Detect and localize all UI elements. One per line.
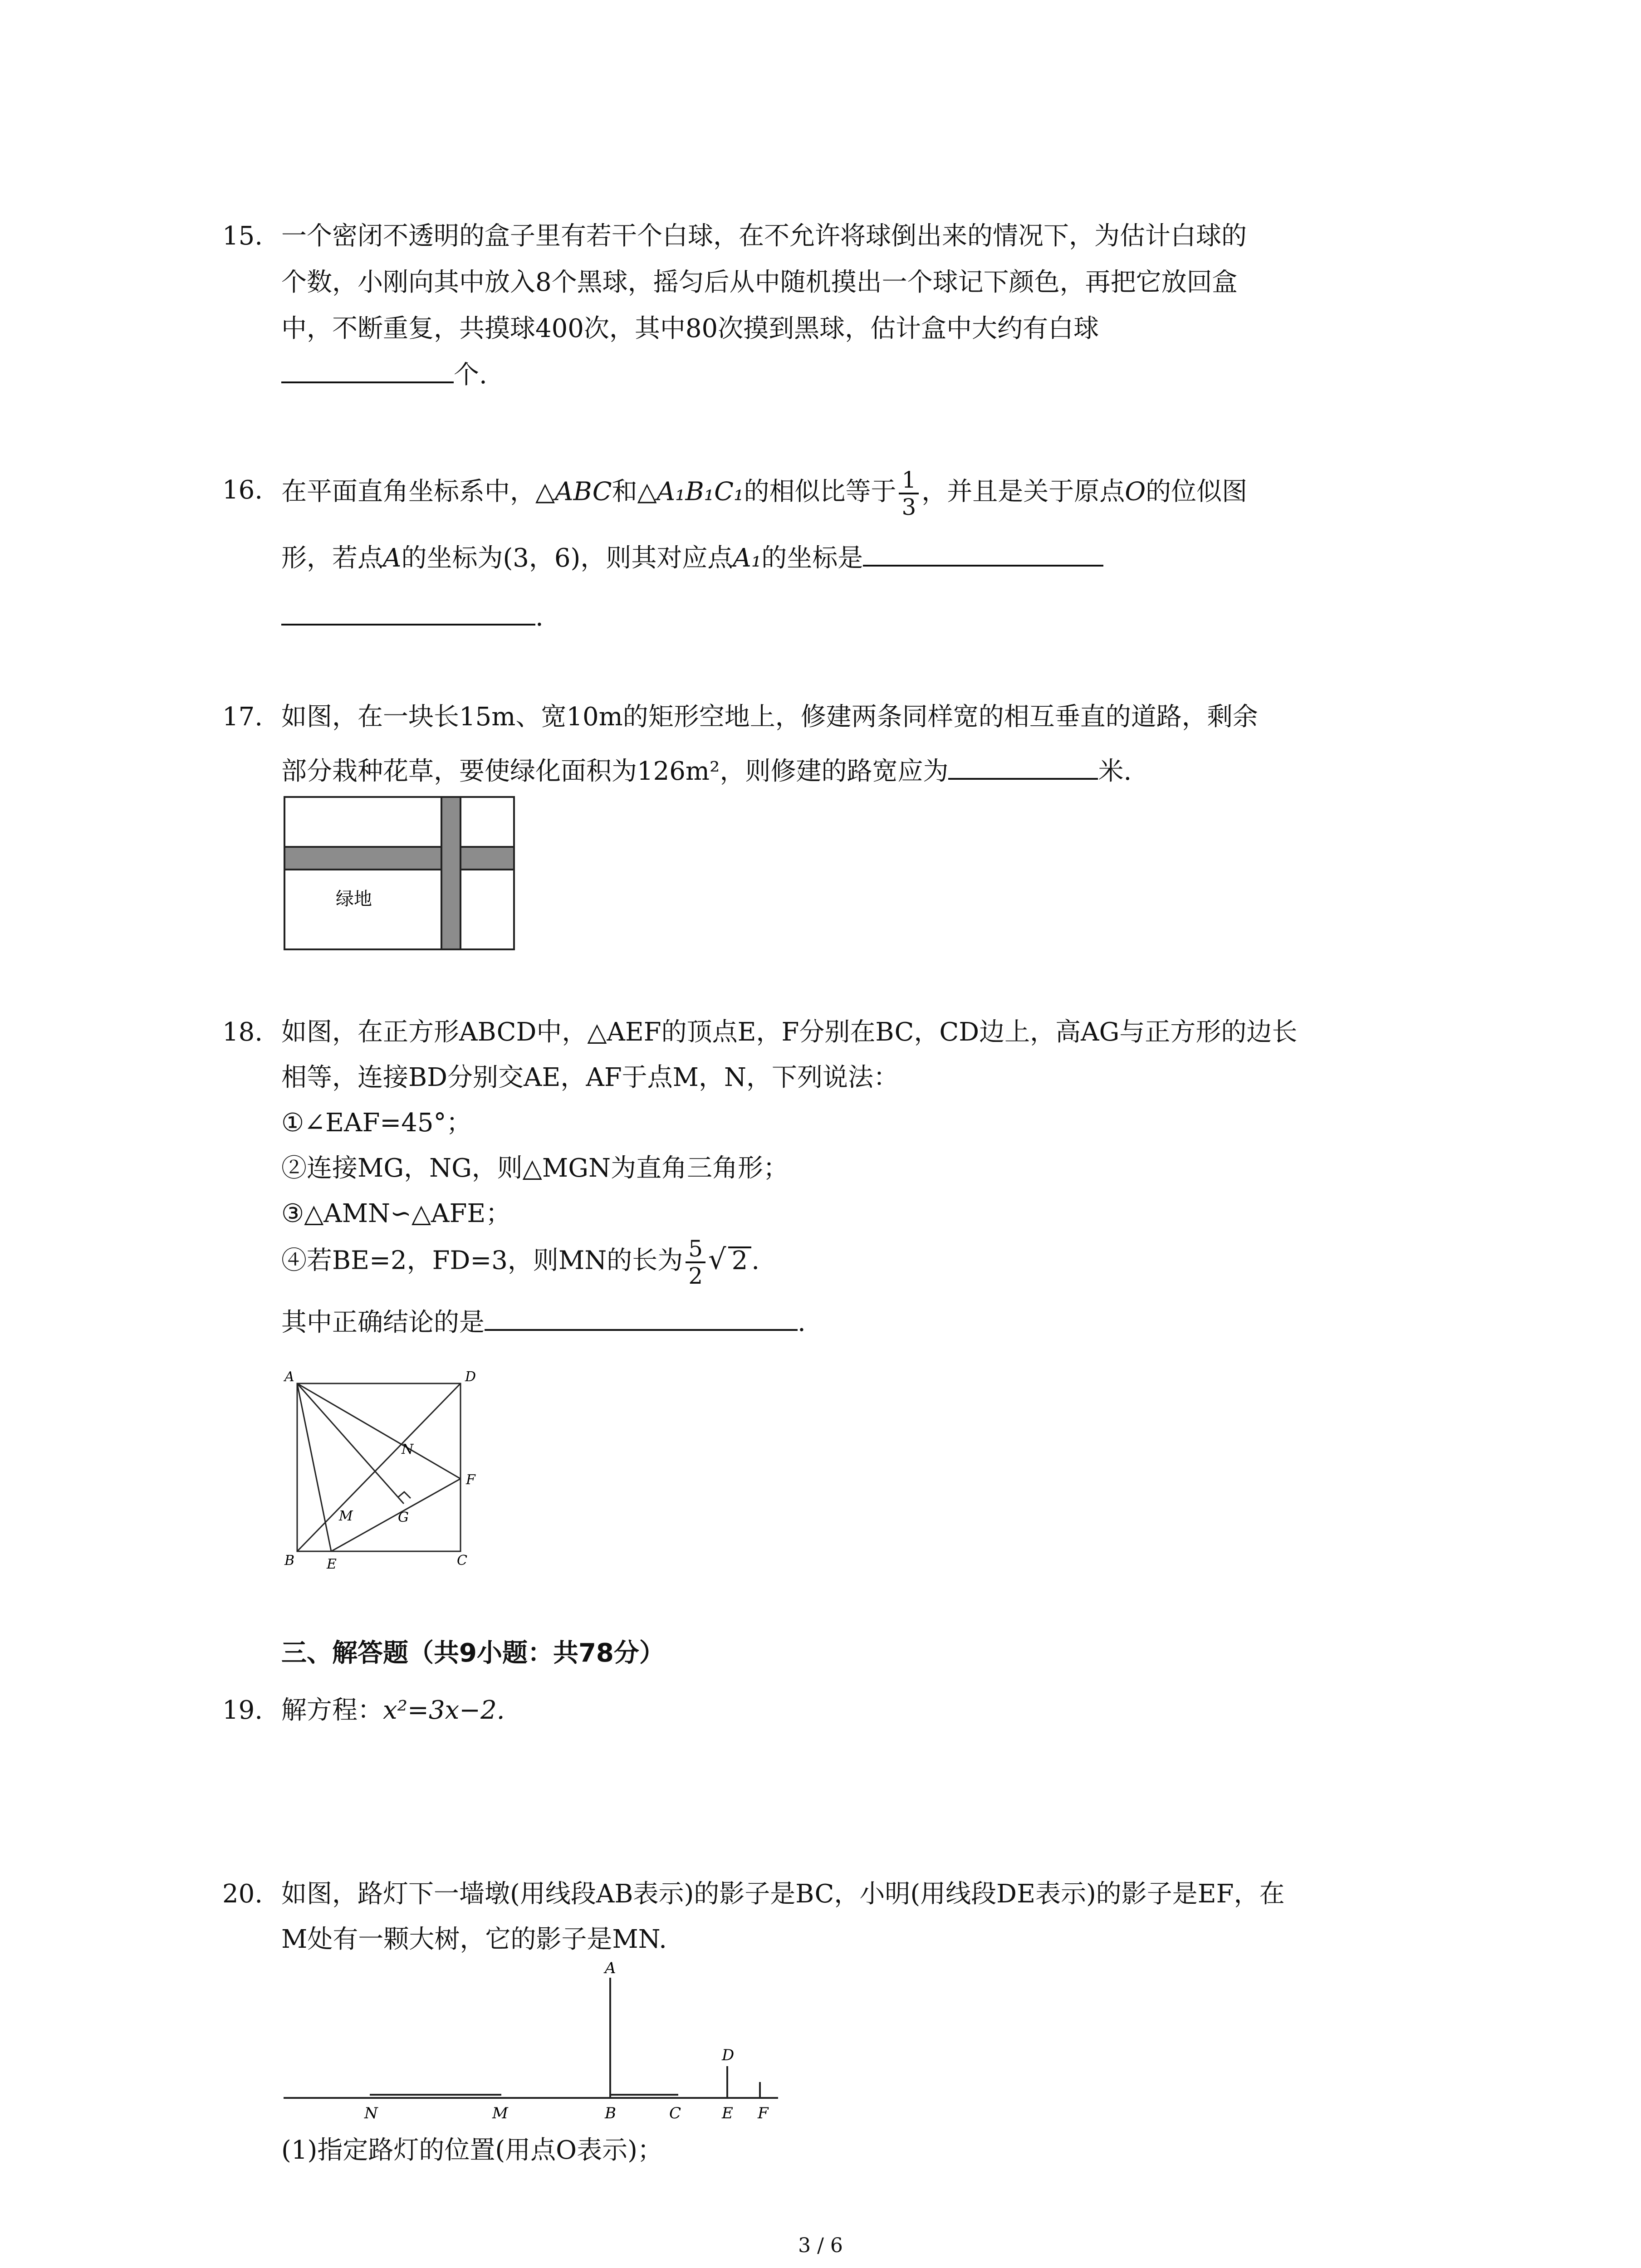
fraction: [899, 467, 919, 520]
question-text-line: [281, 467, 1247, 520]
height-ag: [297, 1383, 404, 1504]
question-text-line: [281, 1687, 505, 1734]
text-span: 的坐标为(3，6)，则其对应点: [401, 543, 733, 573]
label-c: C: [457, 1553, 467, 1569]
statement-4: [281, 1236, 759, 1289]
question-text-line: 一个密闭不透明的盒子里有若干个白球，在不允许将球倒出来的情况下，为估计白球的: [281, 221, 1247, 251]
text-span: ④若BE=2，FD=3，则MN的长为: [281, 1246, 683, 1276]
answer-blank[interactable]: [863, 538, 1103, 567]
statement-1: ①∠EAF=45°；: [281, 1108, 472, 1138]
text-span: 的相似比等于: [744, 477, 896, 507]
label-m: M: [492, 2104, 508, 2122]
section-heading: 三、解答题（共9小题：共78分）: [281, 1638, 665, 1668]
unit-text: 个.: [454, 360, 487, 390]
text-span: 解方程：: [281, 1696, 383, 1725]
answer-blank[interactable]: [948, 751, 1098, 780]
label-f: F: [466, 1472, 475, 1488]
label-b: B: [605, 2104, 616, 2122]
label-g: G: [398, 1510, 409, 1525]
fraction: [686, 1236, 705, 1289]
question-text-line: 相等，连接BD分别交AE，AF于点M，N，下列说法：: [281, 1063, 899, 1092]
label-a: A: [605, 1959, 616, 1977]
question-number: 19.: [222, 1696, 263, 1725]
text-span: 的位似图: [1146, 477, 1248, 507]
q17-field-figure: [284, 796, 515, 950]
answer-blank[interactable]: [281, 354, 454, 383]
field-rect: [284, 797, 514, 949]
text-span: .: [535, 602, 544, 632]
text-span: 部分栽种花草，要使绿化面积为126m²，则修建的路宽应为: [281, 757, 949, 786]
fraction-numerator: 5: [688, 1236, 703, 1262]
text-span: 的坐标是: [761, 543, 863, 573]
segment-ae: [297, 1383, 331, 1551]
question-text-line: 个数，小刚向其中放入8个黑球，摇匀后从中随机摸出一个球记下颜色，再把它放回盒: [281, 268, 1238, 297]
horizontal-road: [284, 847, 514, 870]
math-var: A₁: [733, 543, 762, 573]
segment-af: [297, 1383, 460, 1479]
fraction-denominator: 3: [899, 493, 919, 520]
question-number: 20.: [222, 1879, 263, 1909]
q18-square-figure: [279, 1365, 488, 1583]
label-c: C: [669, 2104, 681, 2122]
statement-3: ③△AMN∽△AFE；: [281, 1199, 511, 1228]
label-m: M: [339, 1508, 353, 1524]
green-area-label: 绿地: [336, 889, 372, 909]
math-var: A₁B₁C₁: [656, 477, 744, 507]
label-e: E: [327, 1556, 337, 1572]
fraction-numerator: 1: [901, 467, 916, 493]
question-text-line: 如图，在一块长15m、宽10m的矩形空地上，修建两条同样宽的相互垂直的道路，剩余: [281, 702, 1258, 732]
sqrt-radicand: 2: [728, 1246, 752, 1274]
answer-blank-continued[interactable]: [281, 596, 535, 626]
text-span: .: [751, 1246, 760, 1276]
right-angle-mark: [398, 1492, 411, 1498]
sub-question: (1)指定路灯的位置(用点O表示)；: [281, 2136, 663, 2165]
label-f: F: [758, 2104, 769, 2122]
statement-2: ②连接MG，NG，则△MGN为直角三角形；: [281, 1154, 789, 1183]
question-text-line: 中，不断重复，共摸球400次，其中80次摸到黑球，估计盒中大约有白球: [281, 314, 1099, 343]
text-span: 米.: [1098, 757, 1132, 786]
label-d: D: [722, 2046, 735, 2064]
text-span: .: [798, 1308, 806, 1337]
label-b: B: [284, 1553, 295, 1569]
math-var: ABC: [555, 477, 612, 507]
label-n: N: [364, 2104, 378, 2122]
page-number: 3 / 6: [798, 2234, 843, 2257]
question-number: 17.: [222, 702, 263, 732]
q20-shadow-figure: [284, 1960, 783, 2132]
question-text-line: [281, 535, 1103, 582]
fraction-denominator: 2: [686, 1261, 705, 1289]
question-number: 18.: [222, 1017, 263, 1047]
text-span: 形，若点: [281, 543, 383, 573]
question-number: 16.: [222, 475, 263, 505]
answer-line: [281, 594, 544, 640]
question-text-line: 如图，在正方形ABCD中，△AEF的顶点E，F分别在BC，CD边上，高AG与正方形的边长: [281, 1017, 1298, 1047]
math-var: A: [383, 543, 402, 573]
text-span: 和△: [612, 477, 657, 507]
text-span: 在平面直角坐标系中，△: [281, 477, 555, 507]
question-text-line: [281, 748, 1132, 795]
question-number: 15.: [222, 221, 263, 251]
radical-sign: √: [708, 1242, 726, 1276]
answer-blank[interactable]: [485, 1302, 798, 1331]
question-text-line: 如图，路灯下一墙墩(用线段AB表示)的影子是BC，小明(用线段DE表示)的影子是EF，在: [281, 1879, 1285, 1909]
label-d: D: [465, 1369, 476, 1385]
question-text-line: M处有一颗大树，它的影子是MN.: [281, 1925, 667, 1954]
answer-line: [281, 352, 487, 398]
label-a: A: [284, 1369, 294, 1385]
label-n: N: [402, 1442, 414, 1457]
text-span: 其中正确结论的是: [281, 1308, 485, 1337]
equation: x²=3x−2.: [383, 1696, 505, 1725]
vertical-road: [441, 797, 460, 949]
label-e: E: [722, 2104, 733, 2122]
conclusion-line: [281, 1300, 806, 1346]
text-span: ，并且是关于原点: [921, 477, 1125, 507]
diagonal-bd: [297, 1383, 460, 1551]
math-var: O: [1125, 477, 1146, 507]
